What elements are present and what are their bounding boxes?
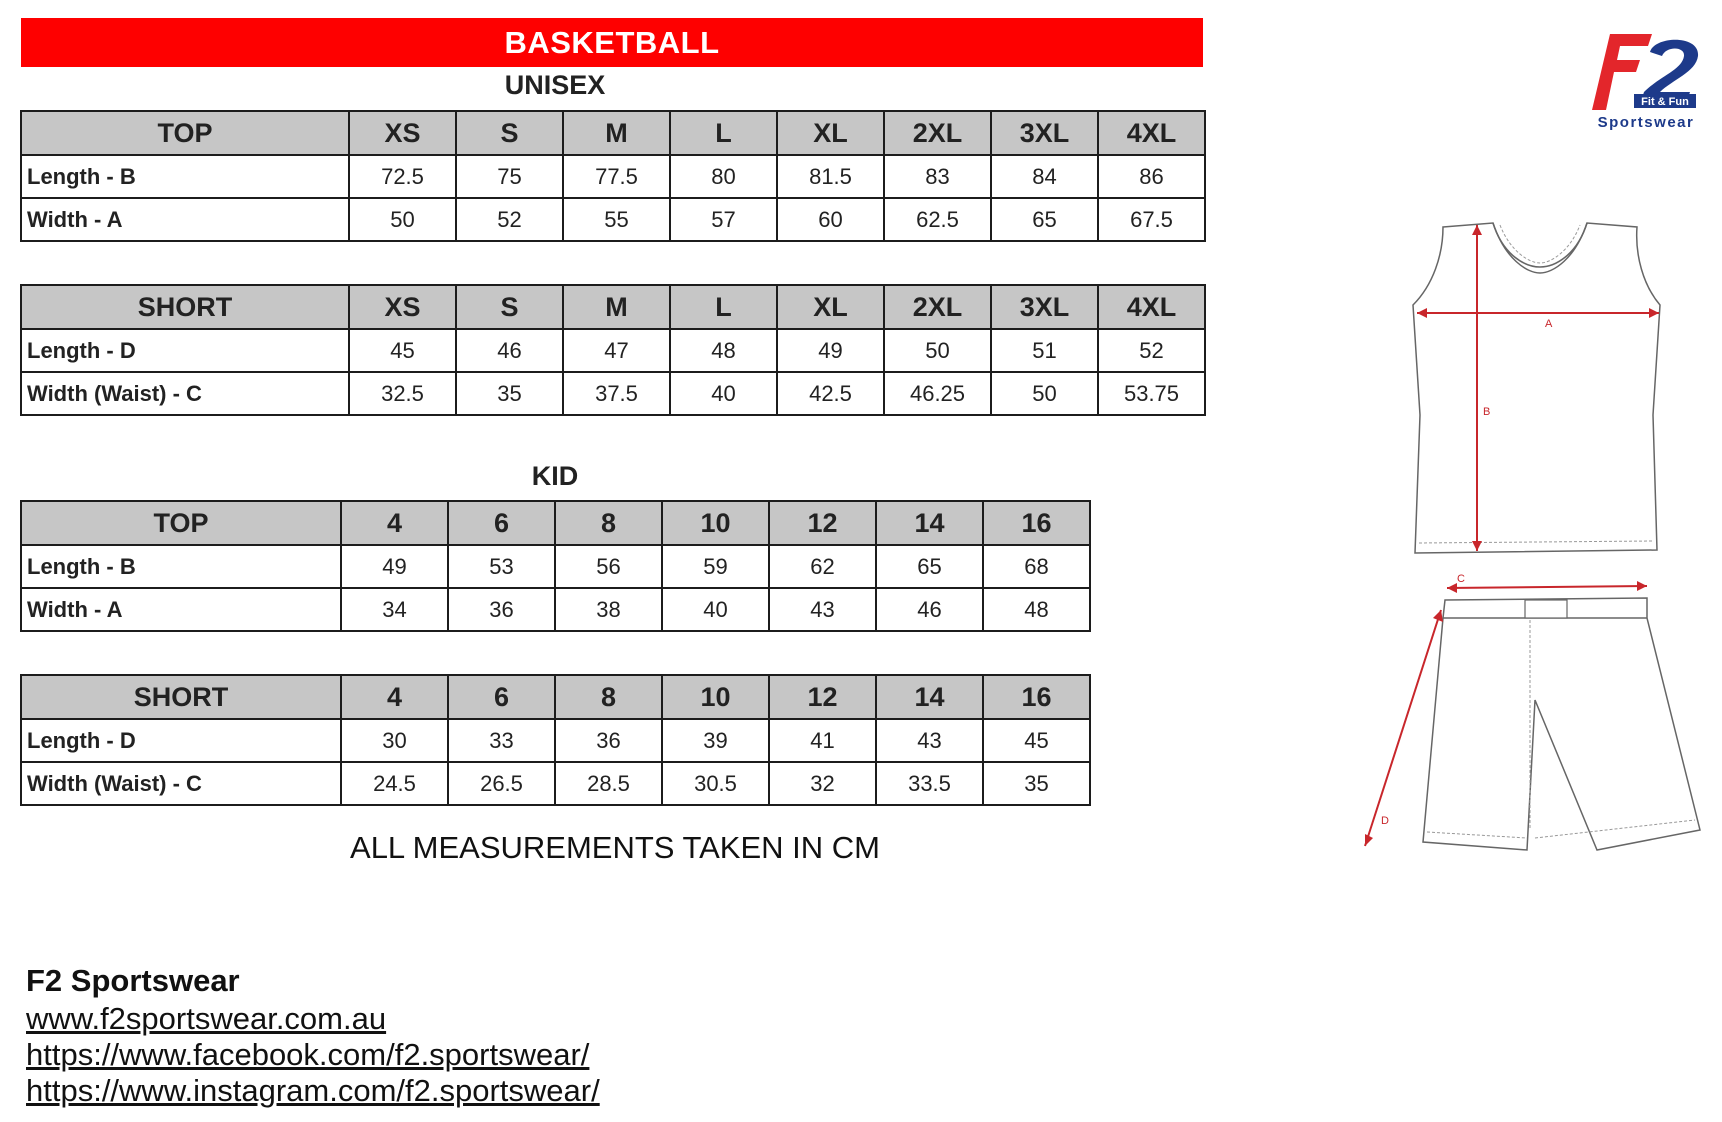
measurement-cell: 62 <box>769 545 876 588</box>
measurement-cell: 51 <box>991 329 1098 372</box>
size-header: XL <box>777 285 884 329</box>
measurement-cell: 84 <box>991 155 1098 198</box>
garment-header: TOP <box>21 501 341 545</box>
row-label: Width - A <box>21 198 349 241</box>
measurement-cell: 32 <box>769 762 876 805</box>
size-header: 3XL <box>991 111 1098 155</box>
measurement-cell: 65 <box>876 545 983 588</box>
size-header: S <box>456 111 563 155</box>
measurement-cell: 53.75 <box>1098 372 1205 415</box>
size-header: 14 <box>876 501 983 545</box>
shorts-waist-arrow-left <box>1447 583 1457 593</box>
measurement-cell: 46 <box>876 588 983 631</box>
row-label: Length - B <box>21 545 341 588</box>
unisex-top-table <box>20 110 1206 242</box>
measurement-cell: 46.25 <box>884 372 991 415</box>
jersey-diagram <box>1395 215 1685 575</box>
size-header: 10 <box>662 675 769 719</box>
size-header: 4XL <box>1098 285 1205 329</box>
measurement-cell: 40 <box>662 588 769 631</box>
row-label: Length - B <box>21 155 349 198</box>
measurement-cell: 83 <box>884 155 991 198</box>
measurement-cell: 67.5 <box>1098 198 1205 241</box>
garment-header: SHORT <box>21 285 349 329</box>
shorts-outline <box>1423 598 1700 850</box>
measurement-cell: 50 <box>884 329 991 372</box>
measurement-note: ALL MEASUREMENTS TAKEN IN CM <box>350 830 880 865</box>
measurement-cell: 33.5 <box>876 762 983 805</box>
measurement-cell: 30.5 <box>662 762 769 805</box>
measurement-cell: 62.5 <box>884 198 991 241</box>
kid-title: KID <box>531 461 579 491</box>
logo-name: Sportswear <box>1597 114 1695 131</box>
size-header: L <box>670 111 777 155</box>
label-a: A <box>1545 318 1553 330</box>
instagram-link[interactable]: https://www.instagram.com/f2.sportswear/ <box>26 1073 600 1108</box>
size-header: XS <box>349 285 456 329</box>
website-link[interactable]: www.f2sportswear.com.au <box>26 1001 387 1036</box>
measurement-cell: 33 <box>448 719 555 762</box>
table-row <box>21 719 1090 762</box>
shorts-diagram <box>1345 573 1715 880</box>
measurement-cell: 77.5 <box>563 155 670 198</box>
measurement-cell: 60 <box>777 198 884 241</box>
measurement-cell: 30 <box>341 719 448 762</box>
label-b: B <box>1483 406 1491 418</box>
shorts-waist-tab <box>1525 600 1567 618</box>
measurement-cell: 53 <box>448 545 555 588</box>
size-header: 12 <box>769 501 876 545</box>
measurement-cell: 55 <box>563 198 670 241</box>
shorts-waist-arrow-right <box>1637 581 1647 591</box>
table-row <box>21 155 1205 198</box>
unisex-title: UNISEX <box>504 70 606 100</box>
measurement-cell: 72.5 <box>349 155 456 198</box>
sport-banner: BASKETBALL <box>21 18 1203 67</box>
size-header: M <box>563 111 670 155</box>
measurement-cell: 41 <box>769 719 876 762</box>
header-row <box>21 501 1090 545</box>
kid-top-table <box>20 500 1091 632</box>
table-row <box>21 372 1205 415</box>
measurement-cell: 46 <box>456 329 563 372</box>
size-header: 6 <box>448 675 555 719</box>
measurement-cell: 49 <box>777 329 884 372</box>
facebook-link[interactable]: https://www.facebook.com/f2.sportswear/ <box>26 1037 590 1072</box>
measurement-cell: 50 <box>991 372 1098 415</box>
measurement-cell: 68 <box>983 545 1090 588</box>
measurement-cell: 48 <box>983 588 1090 631</box>
size-header: 8 <box>555 675 662 719</box>
measurement-cell: 43 <box>769 588 876 631</box>
table-row <box>21 762 1090 805</box>
measurement-cell: 36 <box>448 588 555 631</box>
row-label: Width (Waist) - C <box>21 372 349 415</box>
measurement-cell: 50 <box>349 198 456 241</box>
measurement-cell: 59 <box>662 545 769 588</box>
measurement-cell: 24.5 <box>341 762 448 805</box>
garment-header: TOP <box>21 111 349 155</box>
size-header: XS <box>349 111 456 155</box>
footer-contact <box>26 961 600 1109</box>
measurement-cell: 35 <box>983 762 1090 805</box>
measurement-cell: 65 <box>991 198 1098 241</box>
table-row <box>21 198 1205 241</box>
size-header: 4XL <box>1098 111 1205 155</box>
measurement-cell: 48 <box>670 329 777 372</box>
header-row <box>21 675 1090 719</box>
header-row <box>21 285 1205 329</box>
measurement-cell: 37.5 <box>563 372 670 415</box>
measurement-cell: 40 <box>670 372 777 415</box>
measurement-cell: 56 <box>555 545 662 588</box>
table-row <box>21 329 1205 372</box>
measurement-cell: 57 <box>670 198 777 241</box>
measurement-cell: 52 <box>456 198 563 241</box>
measurement-cell: 39 <box>662 719 769 762</box>
measurement-cell: 45 <box>349 329 456 372</box>
size-header: 3XL <box>991 285 1098 329</box>
size-header: 10 <box>662 501 769 545</box>
row-label: Length - D <box>21 329 349 372</box>
kid-short-table <box>20 674 1091 806</box>
size-header: L <box>670 285 777 329</box>
size-header: 14 <box>876 675 983 719</box>
measurement-cell: 34 <box>341 588 448 631</box>
size-header: 2XL <box>884 111 991 155</box>
measurement-cell: 32.5 <box>349 372 456 415</box>
size-header: XL <box>777 111 884 155</box>
footer-brand: F2 Sportswear <box>26 963 240 998</box>
size-header: 16 <box>983 675 1090 719</box>
f2-logo <box>1590 30 1702 114</box>
measurement-cell: 43 <box>876 719 983 762</box>
measurement-cell: 35 <box>456 372 563 415</box>
shorts-waist-line <box>1447 586 1647 588</box>
size-header: 2XL <box>884 285 991 329</box>
header-row <box>21 111 1205 155</box>
measurement-cell: 42.5 <box>777 372 884 415</box>
size-header: 16 <box>983 501 1090 545</box>
measurement-cell: 49 <box>341 545 448 588</box>
size-header: S <box>456 285 563 329</box>
measurement-cell: 26.5 <box>448 762 555 805</box>
measurement-cell: 75 <box>456 155 563 198</box>
measurement-cell: 52 <box>1098 329 1205 372</box>
row-label: Width - A <box>21 588 341 631</box>
size-header: 4 <box>341 675 448 719</box>
label-d: D <box>1381 815 1389 827</box>
measurement-cell: 45 <box>983 719 1090 762</box>
size-header: 12 <box>769 675 876 719</box>
garment-header: SHORT <box>21 675 341 719</box>
unisex-short-table <box>20 284 1206 416</box>
label-c: C <box>1457 573 1465 585</box>
measurement-cell: 36 <box>555 719 662 762</box>
size-header: 4 <box>341 501 448 545</box>
logo-tagline: Fit & Fun <box>1641 96 1689 108</box>
size-header: 6 <box>448 501 555 545</box>
row-label: Width (Waist) - C <box>21 762 341 805</box>
table-row <box>21 588 1090 631</box>
row-label: Length - D <box>21 719 341 762</box>
measurement-cell: 86 <box>1098 155 1205 198</box>
table-row <box>21 545 1090 588</box>
size-header: 8 <box>555 501 662 545</box>
measurement-cell: 38 <box>555 588 662 631</box>
measurement-cell: 47 <box>563 329 670 372</box>
measurement-cell: 80 <box>670 155 777 198</box>
measurement-cell: 28.5 <box>555 762 662 805</box>
size-header: M <box>563 285 670 329</box>
measurement-cell: 81.5 <box>777 155 884 198</box>
